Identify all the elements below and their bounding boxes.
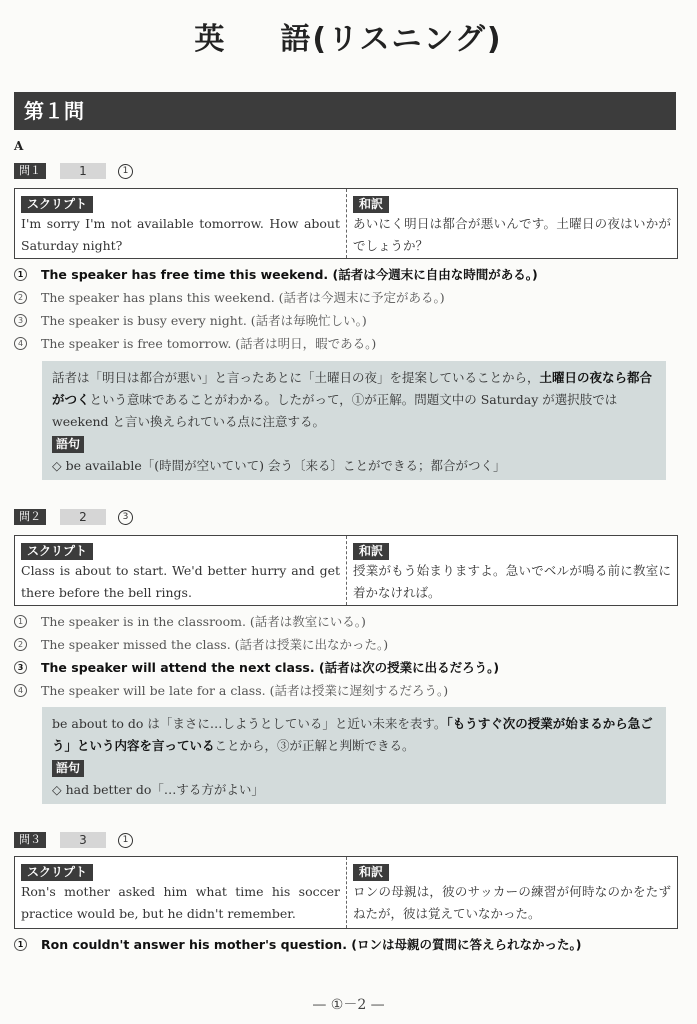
question-number: 2 <box>60 509 106 525</box>
explanation-box <box>42 707 666 804</box>
translation-text: ロンの母親は，彼のサッカーの練習が何時なのかをたずねたが，彼は覚えていなかった。 <box>353 884 671 921</box>
script-box <box>14 535 678 606</box>
choice-list <box>14 933 678 956</box>
script-tag: スクリプト <box>21 864 93 881</box>
choice-item: 3 The speaker will attend the next class. (話者は次の授業に出るだろう。) <box>14 656 678 679</box>
choice-item: 3 The speaker is busy every night. (話者は毎晩忙しい。) <box>14 309 678 332</box>
vocab-text: ◇ be available「(時間が空いていて) 会う〔来る〕ことができる；都合がつく」 <box>52 458 506 473</box>
vocab-tag: 語句 <box>52 760 84 777</box>
question-label: 問１ <box>14 163 46 179</box>
vocab-text: ◇ had better do「…する方がよい」 <box>52 782 264 797</box>
script-tag: スクリプト <box>21 543 93 560</box>
translation-tag: 和訳 <box>353 196 389 213</box>
script-text: Ron's mother asked him what time his soccer practice would be, but he didn't remember. <box>21 884 340 921</box>
script-text: Class is about to start. We'd better hurry and get there before the bell rings. <box>21 563 340 600</box>
choice-item: 1 The speaker has free time this weekend. (話者は今週末に自由な時間がある。) <box>14 263 678 286</box>
script-text: I'm sorry I'm not available tomorrow. How about Saturday night? <box>21 216 340 253</box>
script-tag: スクリプト <box>21 196 93 213</box>
vocab-tag: 語句 <box>52 436 84 453</box>
page-title: 英 語(リスニング) <box>194 22 503 57</box>
question-header <box>14 509 133 525</box>
explanation-text: 話者は「明日は都合が悪い」と言ったあとに「土曜日の夜」を提案していることから，土曜日の夜なら都合がつくという意味であることがわかる。したがって，①が正解。問題文中の Saturday が選択肢では weekend と言い換えられている点に注意する。 <box>52 370 653 429</box>
question-header <box>14 163 133 179</box>
choice-item: 1 The speaker is in the classroom. (話者は教室にいる。) <box>14 610 678 633</box>
part-letter: A <box>14 139 24 153</box>
answer-circle: 3 <box>118 510 133 525</box>
choice-list <box>14 610 678 702</box>
choice-item: 2 The speaker has plans this weekend. (話者は今週末に予定がある。) <box>14 286 678 309</box>
script-box <box>14 188 678 259</box>
choice-item: 2 The speaker missed the class. (話者は授業に出なかった。) <box>14 633 678 656</box>
answer-circle: 1 <box>118 833 133 848</box>
section-header: 第１問 <box>14 92 676 130</box>
question-number: 3 <box>60 832 106 848</box>
explanation-text: be about to do は「まさに…しようとしている」と近い未来を表す。「もうすぐ次の授業が始まるから急ごう」という内容を言っていることから，③が正解と判断できる。 <box>52 716 653 753</box>
question-label: 問２ <box>14 509 46 525</box>
choice-item: 1 Ron couldn't answer his mother's question. (ロンは母親の質問に答えられなかった。) <box>14 933 678 956</box>
choice-item: 4 The speaker is free tomorrow. (話者は明日，暇である。) <box>14 332 678 355</box>
answer-circle: 1 <box>118 164 133 179</box>
explanation-box <box>42 361 666 480</box>
translation-tag: 和訳 <box>353 864 389 881</box>
translation-tag: 和訳 <box>353 543 389 560</box>
question-number: 1 <box>60 163 106 179</box>
question-label: 問３ <box>14 832 46 848</box>
translation-text: あいにく明日は都合が悪いんです。土曜日の夜はいかがでしょうか？ <box>353 216 671 253</box>
translation-text: 授業がもう始まりますよ。急いでベルが鳴る前に教室に着かなければ。 <box>353 563 671 600</box>
page-number: — ①－2 — <box>312 997 385 1013</box>
script-box <box>14 856 678 929</box>
choice-list <box>14 263 678 355</box>
choice-item: 4 The speaker will be late for a class. (話者は授業に遅刻するだろう。) <box>14 679 678 702</box>
question-header <box>14 832 133 848</box>
